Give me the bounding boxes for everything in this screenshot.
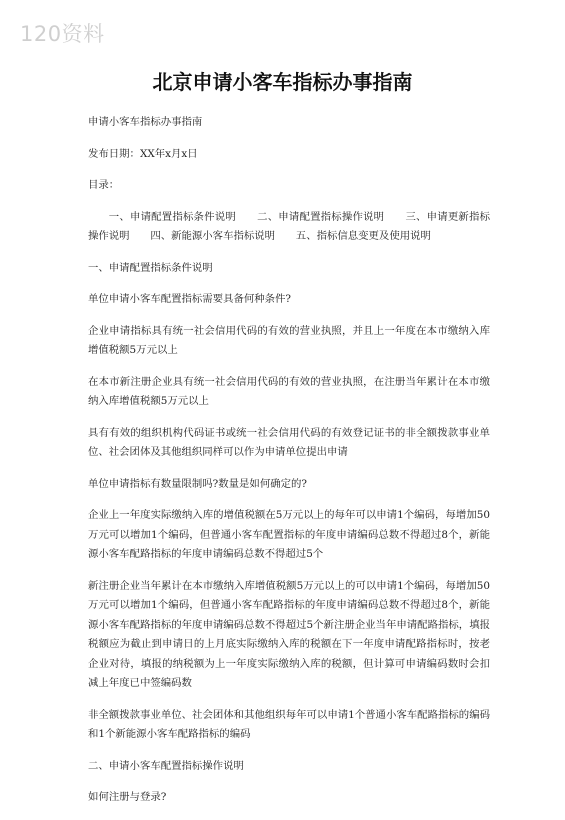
question: 如何注册与登录? [88,791,167,803]
paragraph: 在本市新注册企业具有统一社会信用代码的有效的营业执照，在注册当年累计在本市缴纳入库增值税额5万元以上 [88,375,490,407]
paragraph: 非全额拨款事业单位、社会团体和其他组织每年可以申请1个普通小客车配路指标的编码和1个新能源小客车配路指标的编码 [88,708,490,740]
question: 单位申请指标有数量限制吗?数量是如何确定的? [88,477,307,490]
section-heading: 一、申请配置指标条件说明 [88,261,213,274]
publish-date: 发布日期：XX年x月x日 [88,147,198,160]
watermark-logo: 120资料 [20,22,105,46]
paragraph: 企业申请指标具有统一社会信用代码的有效的营业执照，并且上一年度在本市缴纳入库增值税额5万元以上 [88,324,490,356]
section-heading: 二、申请小客车配置指标操作说明 [88,759,244,772]
page-title: 北京申请小客车指标办事指南 [152,70,413,94]
question: 单位申请小客车配置指标需要具备何种条件? [88,293,291,305]
toc-heading: 目录： [88,179,120,191]
paragraph: 新注册企业当年累计在本市缴纳入库增值税额5万元以上的可以申请1个编码，每增加50万元可以增加1个编码，但普通小客车配路指标的年度申请编码总数不得超过8个，新能源小客车配路指标的年度申请编码总数不得超过5个新注册企业当年申请配路指标，填报税额应为截止到申请日的上月底实际缴纳入库的税额在下一年度申请配路指标时，按老企业对待，填报的纳税额为上一年度实际缴纳入库的税额，但计算可申请编码数时会扣减上年度已中签编码数 [88,579,490,689]
subtitle: 申请小客车指标办事指南 [88,116,203,128]
paragraph: 企业上一年度实际缴纳入库的增值税额在5万元以上的每年可以申请1个编码，每增加50万元可以增加1个编码，但普通小客车配置指标的年度申请编码总数不得超过8个，新能源小客车配路指标的年度申请编码总数不得超过5个 [88,509,490,560]
paragraph: 具有有效的组织机构代码证书或统一社会信用代码的有效登记证书的非全额拨款事业单位、社会团体及其他组织同样可以作为申请单位提出申请 [88,426,490,458]
toc-list: 一、申请配置指标条件说明 二、申请配置指标操作说明 三、申请更新指标操作说明 四、新能源小客车指标说明 五、指标信息变更及使用说明 [88,210,490,242]
document-body [88,113,490,820]
